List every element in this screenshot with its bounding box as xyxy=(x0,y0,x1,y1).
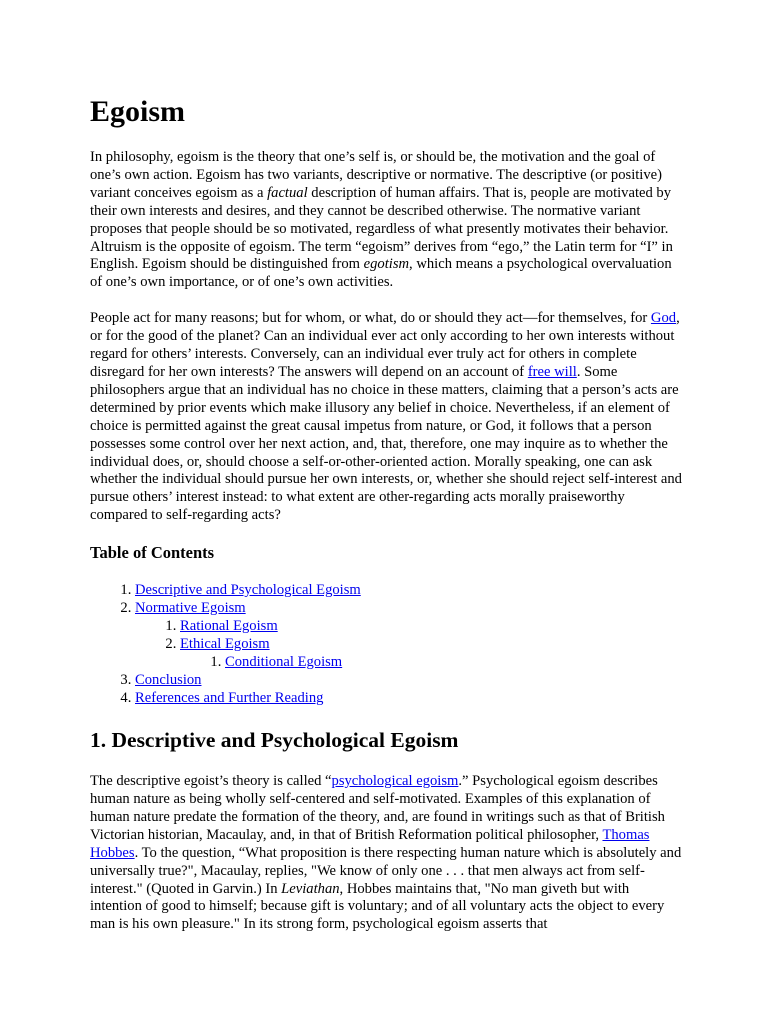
free-will-link[interactable]: free will xyxy=(527,363,577,380)
section-1-heading: 1. Descriptive and Psychological Egoism xyxy=(90,728,459,753)
toc-item xyxy=(135,689,682,707)
text-run: , or for the good of the planet? Can an individual ever act only according to her own interests without regard for others’ interests. Conversely, can an individual ever truly act for others in complete disregard for her own interests? The answers will depend on an account of xyxy=(90,310,680,380)
toc-link-conclusion[interactable]: Conclusion xyxy=(135,672,202,689)
page-title: Egoism xyxy=(90,95,186,128)
toc-item xyxy=(135,671,682,689)
emphasis-factual: factual xyxy=(267,184,308,201)
text-run: , Hobbes maintains that, "No man giveth but with intention of good to himself; because gift is voluntary; and of all voluntary acts the object to every man is his own pleasure." In its strong form, psychological egoism asserts that xyxy=(90,880,665,933)
text-run: . To the question, “What proposition is there respecting human nature which is absolutely and universally true?", Macaulay, replies, "We know of only one . . . that men always act from self-interest." (Quoted in Garvin.) In xyxy=(90,844,682,897)
toc-item xyxy=(135,599,682,671)
text-run: In philosophy, egoism is the theory that one’s self is, or should be, the motivation and the goal of one’s own action. Egoism has two variants, descriptive or normative. The descriptive (or positive) variant conceives egoism as a xyxy=(90,149,662,201)
text-run: description of human affairs. That is, people are motivated by their own interests and desires, and they cannot be described otherwise. The normative variant proposes that people should be so motivated, regardless of what presently motivates their behavior. Altruism is the opposite of egoism. The term “egoism” derives from “ego,” the Latin term for “I” in English. Egoism should be distinguished from xyxy=(90,184,673,273)
table-of-contents xyxy=(90,581,682,707)
toc-link-conditional-egoism[interactable]: Conditional Egoism xyxy=(225,654,343,671)
article-body xyxy=(90,94,682,952)
toc-link-rational-egoism[interactable]: Rational Egoism xyxy=(180,618,278,635)
toc-heading: Table of Contents xyxy=(90,543,215,563)
toc-sublist xyxy=(180,653,682,671)
toc-item xyxy=(225,653,682,671)
emphasis-leviathan: Leviathan xyxy=(281,880,340,897)
toc-link-normative-egoism[interactable]: Normative Egoism xyxy=(135,600,246,617)
toc-item xyxy=(135,581,682,599)
toc-sublist xyxy=(135,617,682,671)
text-run: .” Psychological egoism describes human nature as being wholly self-centered and self-motivated. Examples of this explanation of human nature predate the formation of the theory, and, are found in writings such as that of British Victorian historian, Macaulay, and, in that of British Reformation political philosopher, xyxy=(90,773,665,843)
intro-paragraph-2 xyxy=(90,310,682,525)
text-run: People act for many reasons; but for whom, or what, do or should they act—for themselves, for xyxy=(90,310,651,327)
thomas-hobbes-link[interactable]: Thomas Hobbes xyxy=(90,826,650,861)
text-run: The descriptive egoist’s theory is called “ xyxy=(90,773,332,790)
toc-item xyxy=(180,617,682,635)
psychological-egoism-link[interactable]: psychological egoism xyxy=(331,773,459,790)
toc-link-descriptive-psychological-egoism[interactable]: Descriptive and Psychological Egoism xyxy=(135,582,361,599)
emphasis-egotism: egotism xyxy=(363,256,410,273)
toc-link-references[interactable]: References and Further Reading xyxy=(135,690,324,707)
text-run: . Some philosophers argue that an individual has no choice in these matters, claiming that a person’s acts are determined by prior events which make illusory any belief in choice. Nevertheless, if an element of choice is permitted against the great causal impetus from nature, or God, it follows that a person possesses some control over her next action, and, that, therefore, one may inquire as to whether the individual does, or, should choose a self-or-other-oriented action. Morally speaking, one can ask whether the individual should pursue her own interests, or, whether she should reject self-interest and pursue others’ interest instead: to what extent are other-regarding acts morally praiseworthy compared to self-regarding acts? xyxy=(90,363,682,524)
toc-item xyxy=(180,635,682,671)
intro-paragraph-1 xyxy=(90,149,682,292)
god-link[interactable]: God xyxy=(650,310,677,327)
toc-link-ethical-egoism[interactable]: Ethical Egoism xyxy=(180,636,270,653)
section-1-paragraph xyxy=(90,773,682,934)
text-run: , which means a psychological overvaluation of one’s own importance, or of one’s own activities. xyxy=(90,256,672,291)
